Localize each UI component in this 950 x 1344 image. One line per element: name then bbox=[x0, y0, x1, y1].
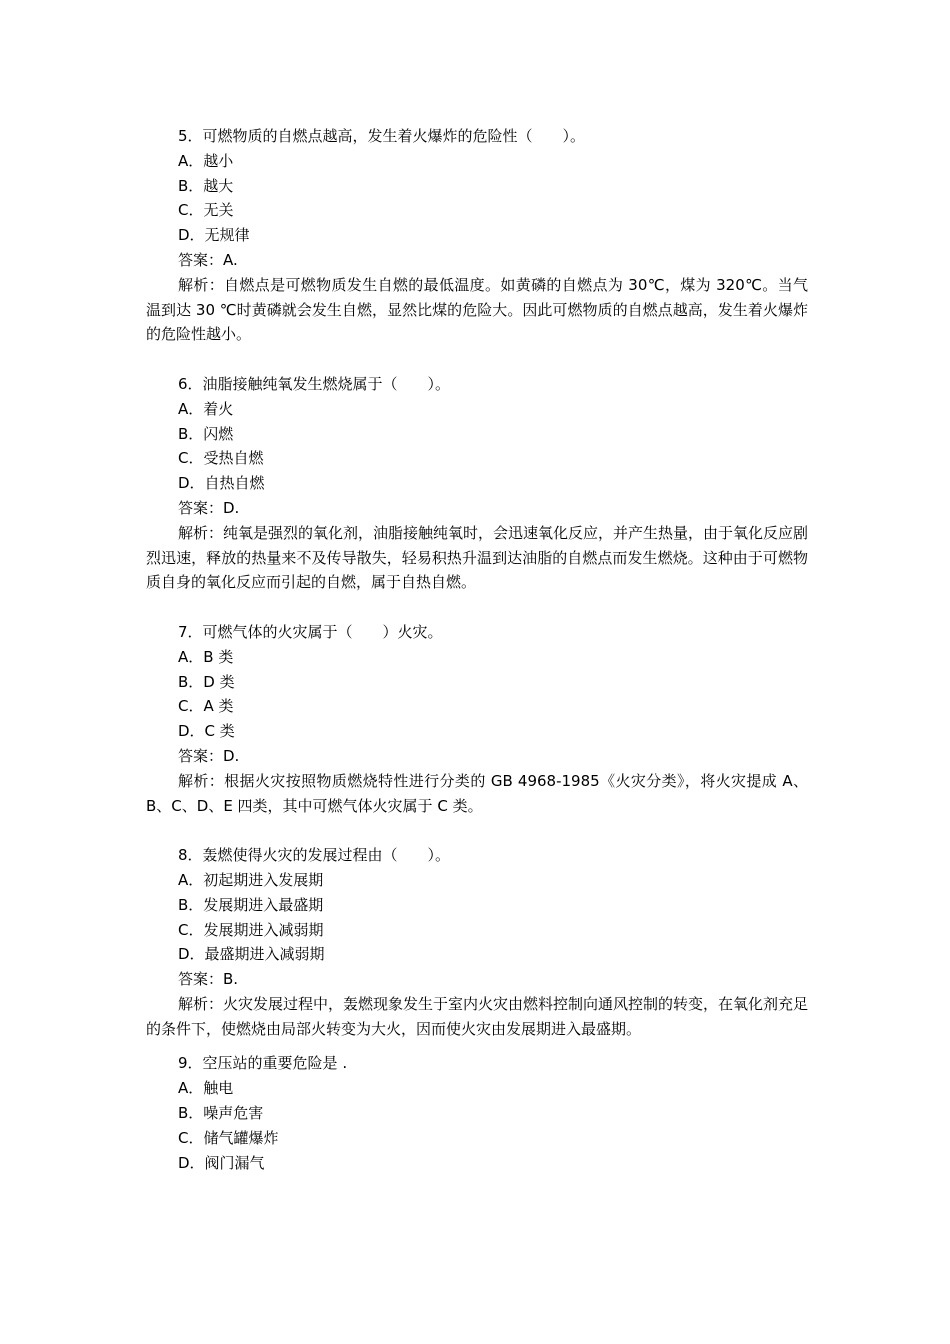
question-8 bbox=[146, 843, 808, 1041]
analysis: 解析：纯氧是强烈的氧化剂，油脂接触纯氧时，会迅速氧化反应，并产生热量，由于氧化反应剧烈迅速，释放的热量来不及传导散失，轻易积热升温到达油脂的自燃点而发生燃烧。这种由于可燃物质自身的氧化反应而引起的自燃，属于自热自燃。 bbox=[146, 523, 809, 592]
option-a: A．越小 bbox=[178, 151, 234, 170]
option-d: D．自热自燃 bbox=[178, 474, 265, 493]
question-stem: 8．轰燃使得火灾的发展过程由（ ）。 bbox=[178, 846, 451, 865]
question-stem: 5．可燃物质的自燃点越高，发生着火爆炸的危险性（ ）。 bbox=[178, 127, 586, 145]
option-a: A．触电 bbox=[178, 1079, 234, 1098]
answer: 答案：D. bbox=[178, 498, 240, 517]
option-b: B．发展期进入最盛期 bbox=[178, 895, 324, 914]
option-c: C．储气罐爆炸 bbox=[178, 1128, 279, 1147]
option-a: A．B 类 bbox=[178, 647, 234, 666]
option-c: C．A 类 bbox=[178, 697, 234, 716]
question-stem: 9．空压站的重要危险是 . bbox=[178, 1054, 348, 1073]
option-b: B．越大 bbox=[178, 176, 234, 195]
answer: 答案：A. bbox=[178, 250, 238, 269]
option-d: D．C 类 bbox=[178, 722, 235, 741]
option-b: B．D 类 bbox=[178, 672, 235, 691]
option-a: A．着火 bbox=[178, 399, 234, 418]
option-c: C．发展期进入减弱期 bbox=[178, 920, 324, 939]
question-6 bbox=[146, 372, 808, 595]
option-c: C．受热自燃 bbox=[178, 449, 264, 468]
option-a: A．初起期进入发展期 bbox=[178, 870, 324, 889]
option-d: D．无规律 bbox=[178, 226, 250, 245]
question-9 bbox=[146, 1051, 808, 1175]
option-d: D．最盛期进入减弱期 bbox=[178, 945, 325, 964]
option-d: D．阀门漏气 bbox=[178, 1153, 265, 1172]
analysis: 解析：根据火灾按照物质燃烧特性进行分类的 GB 4968-1985《火灾分类》，将火灾提成 A、B、C、D、E 四类，其中可燃气体火灾属于 C 类。 bbox=[146, 771, 808, 815]
question-5 bbox=[146, 124, 808, 347]
answer: 答案：B. bbox=[178, 970, 239, 989]
option-b: B．闪燃 bbox=[178, 424, 234, 443]
analysis: 解析：自燃点是可燃物质发生自燃的最低温度。如黄磷的自燃点为 30℃，煤为 320℃。当气温到达 30 ℃时黄磷就会发生自燃，显然比煤的危险大。因此可燃物质的自燃点越高，发生着火爆炸的危险性越小。 bbox=[146, 275, 808, 344]
option-b: B．噪声危害 bbox=[178, 1104, 264, 1123]
question-stem: 7．可燃气体的火灾属于（ ）火灾。 bbox=[178, 622, 443, 641]
answer: 答案：D. bbox=[178, 746, 240, 765]
question-stem: 6．油脂接触纯氧发生燃烧属于（ ）。 bbox=[178, 374, 451, 393]
option-c: C．无关 bbox=[178, 201, 234, 220]
question-7 bbox=[146, 620, 808, 818]
document-page bbox=[146, 124, 808, 1175]
analysis: 解析：火灾发展过程中，轰燃现象发生于室内火灾由燃料控制向通风控制的转变，在氧化剂充足的条件下，使燃烧由局部火转变为大火，因而使火灾由发展期进入最盛期。 bbox=[146, 994, 809, 1038]
